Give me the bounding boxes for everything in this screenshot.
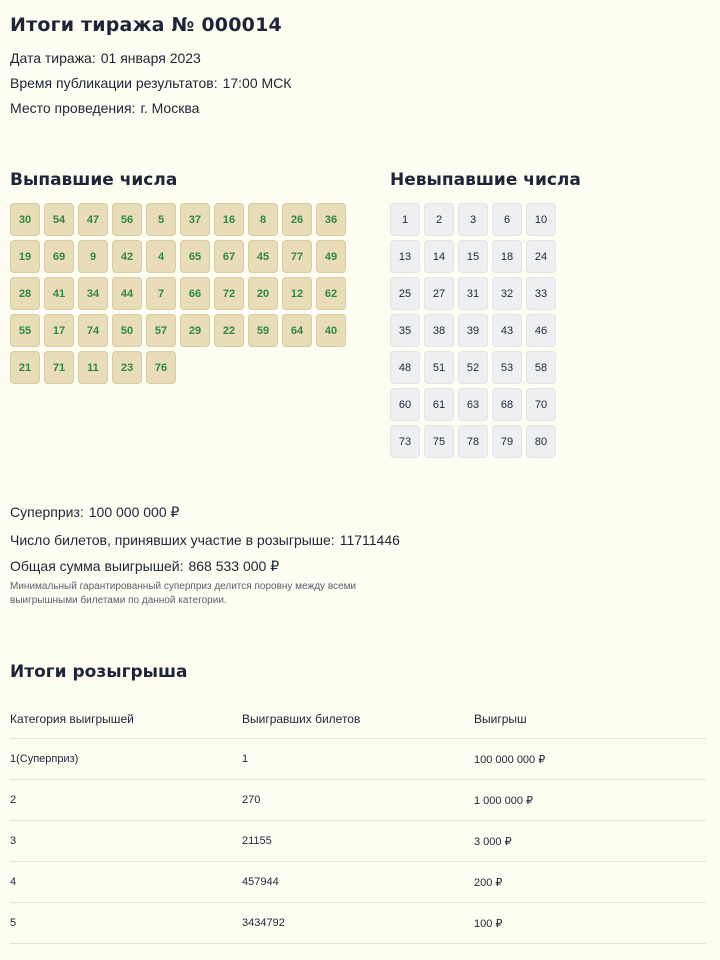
drawn-number-cell: 21: [10, 351, 40, 384]
row-winning-tickets: 1: [242, 739, 474, 780]
drawn-number-cell: 9: [78, 240, 108, 273]
undrawn-number-cell: 80: [526, 425, 556, 458]
tickets-count-value: 11711446: [339, 532, 400, 548]
draw-place-label: Место проведения:: [10, 100, 136, 116]
row-category: 2: [10, 780, 242, 821]
drawn-number-cell: 12: [282, 277, 312, 310]
drawn-number-cell: 66: [180, 277, 210, 310]
undrawn-number-cell: 68: [492, 388, 522, 421]
row-prize: 100 ₽: [474, 903, 706, 944]
drawn-number-cell: 50: [112, 314, 142, 347]
drawn-number-cell: 30: [10, 203, 40, 236]
row-category: 1(Суперприз): [10, 739, 242, 780]
undrawn-number-cell: 43: [492, 314, 522, 347]
drawn-number-cell: 44: [112, 277, 142, 310]
undrawn-number-cell: 61: [424, 388, 454, 421]
undrawn-number-cell: 39: [458, 314, 488, 347]
undrawn-number-cell: 48: [390, 351, 420, 384]
undrawn-number-cell: 13: [390, 240, 420, 273]
row-category: 3: [10, 821, 242, 862]
drawn-number-cell: 55: [10, 314, 40, 347]
undrawn-number-cell: 25: [390, 277, 420, 310]
drawn-number-cell: 28: [10, 277, 40, 310]
drawn-number-cell: 29: [180, 314, 210, 347]
row-prize: 3 000 ₽: [474, 821, 706, 862]
drawn-number-cell: 36: [316, 203, 346, 236]
undrawn-number-cell: 10: [526, 203, 556, 236]
drawn-numbers-title: Выпавшие числа: [10, 170, 178, 190]
undrawn-number-cell: 51: [424, 351, 454, 384]
drawn-number-cell: 42: [112, 240, 142, 273]
drawn-number-cell: 74: [78, 314, 108, 347]
superprize-value: 100 000 000 ₽: [88, 504, 180, 520]
drawn-numbers-grid: [10, 203, 346, 384]
row-winning-tickets: 457944: [242, 862, 474, 903]
undrawn-number-cell: 14: [424, 240, 454, 273]
row-winning-tickets: 270: [242, 780, 474, 821]
page-title: Итоги тиража № 000014: [10, 14, 282, 36]
drawn-number-cell: 20: [248, 277, 278, 310]
drawn-number-cell: 8: [248, 203, 278, 236]
drawn-number-cell: 5: [146, 203, 176, 236]
drawn-number-cell: 76: [146, 351, 176, 384]
results-table: [10, 700, 706, 944]
header-prize: Выигрыш: [474, 712, 527, 726]
table-row: [10, 903, 706, 944]
undrawn-number-cell: 70: [526, 388, 556, 421]
superprize-label: Суперприз:: [10, 504, 84, 520]
total-winnings: [10, 558, 279, 575]
drawn-number-cell: 77: [282, 240, 312, 273]
undrawn-number-cell: 53: [492, 351, 522, 384]
undrawn-number-cell: 35: [390, 314, 420, 347]
drawn-number-cell: 49: [316, 240, 346, 273]
drawn-number-cell: 4: [146, 240, 176, 273]
undrawn-number-cell: 60: [390, 388, 420, 421]
undrawn-number-cell: 46: [526, 314, 556, 347]
drawn-number-cell: 72: [214, 277, 244, 310]
drawn-number-cell: 22: [214, 314, 244, 347]
drawn-number-cell: 56: [112, 203, 142, 236]
table-row: [10, 821, 706, 862]
undrawn-number-cell: 33: [526, 277, 556, 310]
drawn-number-cell: 41: [44, 277, 74, 310]
tickets-count: [10, 532, 400, 548]
draw-place: [10, 100, 199, 116]
superprize-note: Минимальный гарантированный суперприз делится поровну между всеми выигрышными билетами по данной категории.: [10, 581, 357, 606]
undrawn-numbers-title: Невыпавшие числа: [390, 170, 581, 190]
undrawn-number-cell: 58: [526, 351, 556, 384]
undrawn-number-cell: 6: [492, 203, 522, 236]
draw-date: [10, 50, 201, 66]
drawn-number-cell: 7: [146, 277, 176, 310]
drawn-number-cell: 67: [214, 240, 244, 273]
undrawn-numbers-grid: [390, 203, 556, 458]
results-title: Итоги розыгрыша: [10, 662, 188, 682]
drawn-number-cell: 26: [282, 203, 312, 236]
undrawn-number-cell: 2: [424, 203, 454, 236]
undrawn-number-cell: 78: [458, 425, 488, 458]
row-prize: 200 ₽: [474, 862, 706, 903]
drawn-number-cell: 64: [282, 314, 312, 347]
publication-time-value: 17:00 МСК: [222, 75, 292, 91]
undrawn-number-cell: 3: [458, 203, 488, 236]
total-winnings-label: Общая сумма выигрышей:: [10, 558, 184, 574]
undrawn-number-cell: 32: [492, 277, 522, 310]
drawn-number-cell: 57: [146, 314, 176, 347]
drawn-number-cell: 16: [214, 203, 244, 236]
table-row: [10, 739, 706, 780]
drawn-number-cell: 65: [180, 240, 210, 273]
publication-time-label: Время публикации результатов:: [10, 75, 218, 91]
undrawn-number-cell: 18: [492, 240, 522, 273]
row-prize: 100 000 000 ₽: [474, 739, 706, 780]
tickets-count-label: Число билетов, принявших участие в розыгрыше:: [10, 532, 335, 548]
undrawn-number-cell: 79: [492, 425, 522, 458]
drawn-number-cell: 19: [10, 240, 40, 273]
undrawn-number-cell: 38: [424, 314, 454, 347]
undrawn-number-cell: 1: [390, 203, 420, 236]
row-category: 5: [10, 903, 242, 944]
undrawn-number-cell: 31: [458, 277, 488, 310]
drawn-number-cell: 37: [180, 203, 210, 236]
draw-place-value: г. Москва: [140, 100, 200, 116]
drawn-number-cell: 45: [248, 240, 278, 273]
draw-date-label: Дата тиража:: [10, 50, 96, 66]
drawn-number-cell: 47: [78, 203, 108, 236]
table-row: [10, 780, 706, 821]
undrawn-number-cell: 75: [424, 425, 454, 458]
drawn-number-cell: 34: [78, 277, 108, 310]
drawn-number-cell: 59: [248, 314, 278, 347]
header-category: Категория выигрышей: [10, 712, 134, 726]
row-winning-tickets: 3434792: [242, 903, 474, 944]
undrawn-number-cell: 24: [526, 240, 556, 273]
drawn-number-cell: 62: [316, 277, 346, 310]
drawn-number-cell: 17: [44, 314, 74, 347]
undrawn-number-cell: 73: [390, 425, 420, 458]
header-winning-tickets: Выигравших билетов: [242, 712, 361, 726]
undrawn-number-cell: 15: [458, 240, 488, 273]
superprize: [10, 504, 179, 521]
row-winning-tickets: 21155: [242, 821, 474, 862]
drawn-number-cell: 54: [44, 203, 74, 236]
drawn-number-cell: 40: [316, 314, 346, 347]
drawn-number-cell: 69: [44, 240, 74, 273]
undrawn-number-cell: 27: [424, 277, 454, 310]
total-winnings-value: 868 533 000 ₽: [188, 558, 280, 574]
undrawn-number-cell: 63: [458, 388, 488, 421]
drawn-number-cell: 71: [44, 351, 74, 384]
results-header-row: [10, 700, 706, 739]
table-row: [10, 862, 706, 903]
draw-date-value: 01 января 2023: [100, 50, 201, 66]
drawn-number-cell: 23: [112, 351, 142, 384]
row-category: 4: [10, 862, 242, 903]
drawn-number-cell: 11: [78, 351, 108, 384]
undrawn-number-cell: 52: [458, 351, 488, 384]
row-prize: 1 000 000 ₽: [474, 780, 706, 821]
publication-time: [10, 75, 291, 91]
